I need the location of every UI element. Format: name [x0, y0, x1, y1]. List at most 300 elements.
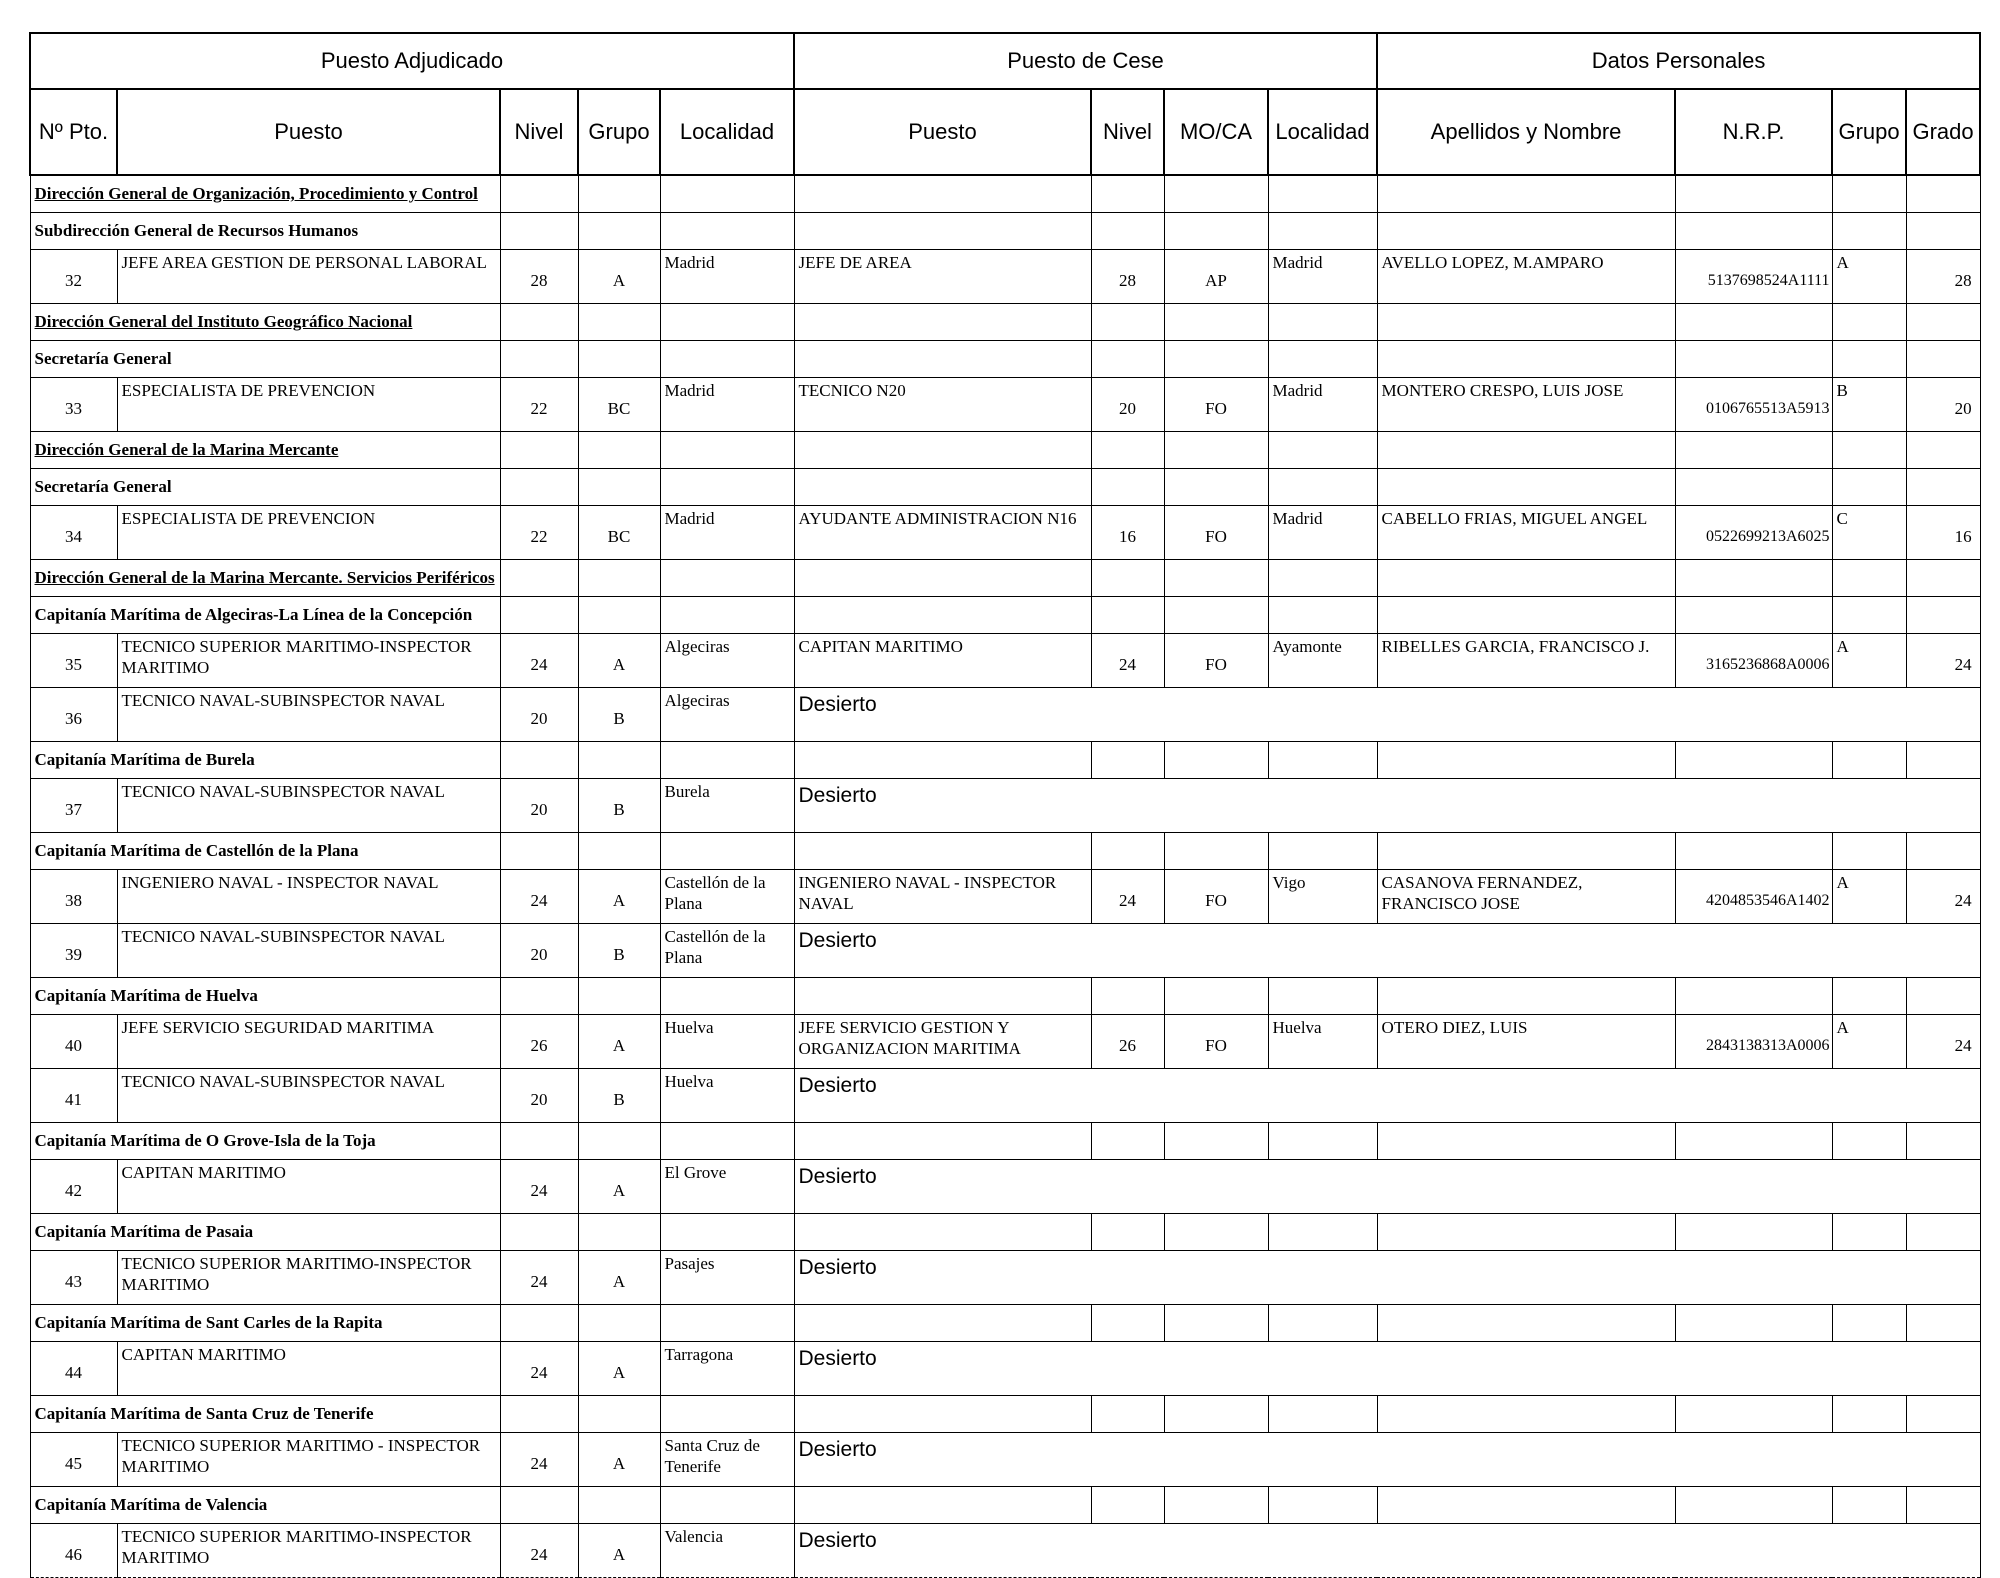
empty-cell — [1091, 1486, 1164, 1523]
empty-cell — [1675, 741, 1832, 778]
empty-cell — [578, 559, 660, 596]
empty-cell — [500, 1122, 578, 1159]
empty-cell — [1832, 977, 1906, 1014]
empty-cell — [794, 596, 1091, 633]
empty-cell — [1906, 1304, 1980, 1341]
desierto-label: Desierto — [794, 687, 1980, 741]
empty-cell — [1377, 741, 1675, 778]
empty-cell — [1164, 1486, 1268, 1523]
post-localidad: Burela — [660, 778, 794, 832]
col-header-cese-localidad: Localidad — [1268, 89, 1377, 175]
empty-cell — [1164, 1213, 1268, 1250]
cese-moca: FO — [1164, 505, 1268, 559]
empty-cell — [1906, 1395, 1980, 1432]
empty-cell — [660, 832, 794, 869]
post-number: 38 — [30, 869, 117, 923]
table-row — [30, 1159, 1980, 1213]
post-grupo: A — [578, 249, 660, 303]
empty-cell — [1906, 431, 1980, 468]
post-localidad: Huelva — [660, 1014, 794, 1068]
post-number: 33 — [30, 377, 117, 431]
section-row — [30, 832, 1980, 869]
person-nrp: 4204853546A1402 — [1675, 869, 1832, 923]
empty-cell — [1906, 303, 1980, 340]
table-row — [30, 869, 1980, 923]
empty-cell — [1832, 340, 1906, 377]
post-localidad: Madrid — [660, 249, 794, 303]
empty-cell — [794, 431, 1091, 468]
empty-cell — [1832, 212, 1906, 249]
empty-cell — [794, 977, 1091, 1014]
person-grupo: C — [1832, 505, 1906, 559]
desierto-label: Desierto — [794, 1341, 1980, 1395]
post-localidad: Madrid — [660, 377, 794, 431]
empty-cell — [1268, 559, 1377, 596]
cese-localidad: Madrid — [1268, 377, 1377, 431]
empty-cell — [1675, 1304, 1832, 1341]
section-label: Capitanía Marítima de Castellón de la Plana — [30, 832, 500, 869]
empty-cell — [660, 175, 794, 212]
empty-cell — [794, 1395, 1091, 1432]
empty-cell — [578, 468, 660, 505]
post-localidad: Valencia — [660, 1523, 794, 1577]
cese-puesto: AYUDANTE ADMINISTRACION N16 — [794, 505, 1091, 559]
empty-cell — [794, 832, 1091, 869]
empty-cell — [1268, 741, 1377, 778]
empty-cell — [1675, 977, 1832, 1014]
empty-cell — [660, 596, 794, 633]
post-grupo: A — [578, 1523, 660, 1577]
empty-cell — [1377, 596, 1675, 633]
post-title: TECNICO NAVAL-SUBINSPECTOR NAVAL — [117, 1068, 500, 1122]
empty-cell — [1164, 340, 1268, 377]
empty-cell — [1091, 559, 1164, 596]
section-label: Capitanía Marítima de Huelva — [30, 977, 500, 1014]
empty-cell — [500, 832, 578, 869]
empty-cell — [1091, 977, 1164, 1014]
col-header-nombre: Apellidos y Nombre — [1377, 89, 1675, 175]
section-row — [30, 340, 1980, 377]
post-number: 45 — [30, 1432, 117, 1486]
empty-cell — [578, 977, 660, 1014]
empty-cell — [1268, 1304, 1377, 1341]
cese-moca: FO — [1164, 1014, 1268, 1068]
empty-cell — [1675, 431, 1832, 468]
empty-cell — [1268, 977, 1377, 1014]
section-row — [30, 175, 1980, 212]
section-label: Capitanía Marítima de Burela — [30, 741, 500, 778]
table-row — [30, 633, 1980, 687]
empty-cell — [1164, 741, 1268, 778]
empty-cell — [1268, 1122, 1377, 1159]
post-grupo: A — [578, 869, 660, 923]
empty-cell — [794, 468, 1091, 505]
section-row — [30, 431, 1980, 468]
empty-cell — [794, 741, 1091, 778]
empty-cell — [1268, 1395, 1377, 1432]
empty-cell — [660, 741, 794, 778]
empty-cell — [794, 559, 1091, 596]
post-number: 40 — [30, 1014, 117, 1068]
empty-cell — [1164, 832, 1268, 869]
empty-cell — [1377, 212, 1675, 249]
post-number: 39 — [30, 923, 117, 977]
post-nivel: 24 — [500, 1159, 578, 1213]
section-row — [30, 1122, 1980, 1159]
empty-cell — [1164, 1304, 1268, 1341]
group-header-datos-personales: Datos Personales — [1377, 33, 1980, 89]
cese-puesto: JEFE DE AREA — [794, 249, 1091, 303]
section-label: Secretaría General — [30, 340, 500, 377]
empty-cell — [578, 596, 660, 633]
empty-cell — [1906, 559, 1980, 596]
post-grupo: A — [578, 1159, 660, 1213]
cese-nivel: 20 — [1091, 377, 1164, 431]
cese-nivel: 24 — [1091, 869, 1164, 923]
empty-cell — [500, 741, 578, 778]
person-nrp: 0106765513A5913 — [1675, 377, 1832, 431]
empty-cell — [500, 303, 578, 340]
cese-moca: FO — [1164, 869, 1268, 923]
empty-cell — [1675, 1213, 1832, 1250]
post-title: CAPITAN MARITIMO — [117, 1341, 500, 1395]
col-header-personal-grupo: Grupo — [1832, 89, 1906, 175]
empty-cell — [1091, 212, 1164, 249]
cese-puesto: JEFE SERVICIO GESTION Y ORGANIZACION MARITIMA — [794, 1014, 1091, 1068]
empty-cell — [1164, 212, 1268, 249]
empty-cell — [1377, 175, 1675, 212]
post-grupo: B — [578, 778, 660, 832]
empty-cell — [1091, 1395, 1164, 1432]
person-grado: 20 — [1906, 377, 1980, 431]
col-header-moca: MO/CA — [1164, 89, 1268, 175]
post-nivel: 26 — [500, 1014, 578, 1068]
empty-cell — [1164, 1122, 1268, 1159]
post-localidad: Madrid — [660, 505, 794, 559]
post-number: 46 — [30, 1523, 117, 1577]
empty-cell — [1832, 431, 1906, 468]
post-localidad: Castellón de la Plana — [660, 923, 794, 977]
empty-cell — [1268, 1486, 1377, 1523]
cese-puesto: CAPITAN MARITIMO — [794, 633, 1091, 687]
section-label: Capitanía Marítima de Algeciras-La Línea de la Concepción — [30, 596, 500, 633]
empty-cell — [500, 596, 578, 633]
table-row — [30, 687, 1980, 741]
empty-cell — [500, 468, 578, 505]
empty-cell — [1091, 1213, 1164, 1250]
empty-cell — [578, 741, 660, 778]
empty-cell — [1164, 1395, 1268, 1432]
post-nivel: 20 — [500, 1068, 578, 1122]
col-header-puesto: Puesto — [117, 89, 500, 175]
col-header-nivel: Nivel — [500, 89, 578, 175]
empty-cell — [794, 1486, 1091, 1523]
empty-cell — [500, 977, 578, 1014]
post-title: TECNICO NAVAL-SUBINSPECTOR NAVAL — [117, 687, 500, 741]
table-row — [30, 778, 1980, 832]
empty-cell — [1832, 832, 1906, 869]
post-number: 44 — [30, 1341, 117, 1395]
empty-cell — [1091, 1304, 1164, 1341]
person-nrp: 0522699213A6025 — [1675, 505, 1832, 559]
empty-cell — [1675, 303, 1832, 340]
col-header-grado: Grado — [1906, 89, 1980, 175]
cese-nivel: 16 — [1091, 505, 1164, 559]
table-row — [30, 249, 1980, 303]
section-row — [30, 303, 1980, 340]
empty-cell — [660, 340, 794, 377]
empty-cell — [1675, 1395, 1832, 1432]
post-title: TECNICO SUPERIOR MARITIMO-INSPECTOR MARITIMO — [117, 1250, 500, 1304]
col-header-cese-nivel: Nivel — [1091, 89, 1164, 175]
empty-cell — [500, 1213, 578, 1250]
empty-cell — [1675, 1486, 1832, 1523]
empty-cell — [660, 468, 794, 505]
empty-cell — [578, 1486, 660, 1523]
cese-localidad: Madrid — [1268, 249, 1377, 303]
empty-cell — [660, 977, 794, 1014]
post-number: 43 — [30, 1250, 117, 1304]
empty-cell — [500, 175, 578, 212]
post-grupo: BC — [578, 505, 660, 559]
post-nivel: 22 — [500, 377, 578, 431]
empty-cell — [578, 1122, 660, 1159]
post-title: TECNICO SUPERIOR MARITIMO-INSPECTOR MARITIMO — [117, 1523, 500, 1577]
person-name: OTERO DIEZ, LUIS — [1377, 1014, 1675, 1068]
post-nivel: 24 — [500, 1523, 578, 1577]
post-grupo: A — [578, 1341, 660, 1395]
post-number: 32 — [30, 249, 117, 303]
section-row — [30, 596, 1980, 633]
empty-cell — [1377, 1122, 1675, 1159]
empty-cell — [578, 212, 660, 249]
empty-cell — [1164, 175, 1268, 212]
empty-cell — [1906, 175, 1980, 212]
empty-cell — [1377, 1486, 1675, 1523]
empty-cell — [500, 1486, 578, 1523]
col-header-localidad: Localidad — [660, 89, 794, 175]
empty-cell — [500, 212, 578, 249]
section-label: Dirección General de la Marina Mercante — [30, 431, 500, 468]
person-nrp: 3165236868A0006 — [1675, 633, 1832, 687]
cese-nivel: 26 — [1091, 1014, 1164, 1068]
cese-localidad: Vigo — [1268, 869, 1377, 923]
post-title: CAPITAN MARITIMO — [117, 1159, 500, 1213]
person-name: MONTERO CRESPO, LUIS JOSE — [1377, 377, 1675, 431]
empty-cell — [660, 1486, 794, 1523]
post-title: TECNICO NAVAL-SUBINSPECTOR NAVAL — [117, 778, 500, 832]
empty-cell — [1675, 175, 1832, 212]
empty-cell — [660, 212, 794, 249]
empty-cell — [1377, 1304, 1675, 1341]
section-row — [30, 559, 1980, 596]
table-row — [30, 1250, 1980, 1304]
empty-cell — [1377, 340, 1675, 377]
post-nivel: 24 — [500, 1341, 578, 1395]
empty-cell — [1832, 175, 1906, 212]
group-header-row — [30, 33, 1980, 89]
person-name: RIBELLES GARCIA, FRANCISCO J. — [1377, 633, 1675, 687]
empty-cell — [1906, 468, 1980, 505]
cese-localidad: Huelva — [1268, 1014, 1377, 1068]
desierto-label: Desierto — [794, 778, 1980, 832]
desierto-label: Desierto — [794, 1523, 1980, 1577]
empty-cell — [1164, 977, 1268, 1014]
post-number: 35 — [30, 633, 117, 687]
section-row — [30, 1213, 1980, 1250]
post-nivel: 22 — [500, 505, 578, 559]
table-row — [30, 1432, 1980, 1486]
empty-cell — [1906, 1486, 1980, 1523]
empty-cell — [1675, 1122, 1832, 1159]
post-localidad: Algeciras — [660, 633, 794, 687]
empty-cell — [1832, 468, 1906, 505]
empty-cell — [1832, 1213, 1906, 1250]
empty-cell — [1091, 175, 1164, 212]
desierto-label: Desierto — [794, 1159, 1980, 1213]
section-row — [30, 1304, 1980, 1341]
post-nivel: 24 — [500, 633, 578, 687]
post-grupo: A — [578, 1014, 660, 1068]
empty-cell — [500, 431, 578, 468]
section-row — [30, 977, 1980, 1014]
empty-cell — [1268, 596, 1377, 633]
person-grupo: B — [1832, 377, 1906, 431]
cese-moca: FO — [1164, 377, 1268, 431]
empty-cell — [1832, 559, 1906, 596]
empty-cell — [660, 559, 794, 596]
empty-cell — [1377, 468, 1675, 505]
empty-cell — [1906, 212, 1980, 249]
post-title: TECNICO SUPERIOR MARITIMO - INSPECTOR MARITIMO — [117, 1432, 500, 1486]
person-grado: 24 — [1906, 633, 1980, 687]
empty-cell — [1906, 596, 1980, 633]
empty-cell — [1164, 468, 1268, 505]
post-grupo: A — [578, 1432, 660, 1486]
empty-cell — [1164, 596, 1268, 633]
desierto-label: Desierto — [794, 1432, 1980, 1486]
empty-cell — [660, 1213, 794, 1250]
post-number: 34 — [30, 505, 117, 559]
empty-cell — [1832, 1395, 1906, 1432]
empty-cell — [1377, 303, 1675, 340]
post-grupo: B — [578, 923, 660, 977]
empty-cell — [1091, 340, 1164, 377]
empty-cell — [794, 340, 1091, 377]
cese-nivel: 24 — [1091, 633, 1164, 687]
empty-cell — [1377, 832, 1675, 869]
table-row — [30, 1341, 1980, 1395]
empty-cell — [578, 303, 660, 340]
post-title: JEFE AREA GESTION DE PERSONAL LABORAL — [117, 249, 500, 303]
section-label: Capitanía Marítima de Valencia — [30, 1486, 500, 1523]
empty-cell — [1268, 303, 1377, 340]
empty-cell — [1377, 1213, 1675, 1250]
section-label: Subdirección General de Recursos Humanos — [30, 212, 500, 249]
post-grupo: B — [578, 1068, 660, 1122]
empty-cell — [1832, 303, 1906, 340]
empty-cell — [794, 303, 1091, 340]
empty-cell — [1268, 468, 1377, 505]
empty-cell — [1268, 431, 1377, 468]
empty-cell — [1675, 832, 1832, 869]
section-row — [30, 1395, 1980, 1432]
post-title: INGENIERO NAVAL - INSPECTOR NAVAL — [117, 869, 500, 923]
empty-cell — [1675, 468, 1832, 505]
table-row — [30, 377, 1980, 431]
empty-cell — [794, 175, 1091, 212]
empty-cell — [578, 1304, 660, 1341]
person-nrp: 5137698524A1111 — [1675, 249, 1832, 303]
section-label: Dirección General de Organización, Procedimiento y Control — [30, 175, 500, 212]
col-header-num: Nº Pto. — [30, 89, 117, 175]
person-name: AVELLO LOPEZ, M.AMPARO — [1377, 249, 1675, 303]
empty-cell — [794, 1122, 1091, 1159]
empty-cell — [1091, 596, 1164, 633]
empty-cell — [1377, 559, 1675, 596]
post-grupo: B — [578, 687, 660, 741]
post-number: 36 — [30, 687, 117, 741]
section-label: Secretaría General — [30, 468, 500, 505]
cese-puesto: TECNICO N20 — [794, 377, 1091, 431]
section-row — [30, 1486, 1980, 1523]
desierto-label: Desierto — [794, 1250, 1980, 1304]
person-name: CABELLO FRIAS, MIGUEL ANGEL — [1377, 505, 1675, 559]
empty-cell — [1675, 340, 1832, 377]
post-grupo: BC — [578, 377, 660, 431]
empty-cell — [578, 1395, 660, 1432]
section-label: Dirección General de la Marina Mercante. Servicios Periféricos — [30, 559, 500, 596]
person-grado: 16 — [1906, 505, 1980, 559]
col-header-cese-puesto: Puesto — [794, 89, 1091, 175]
empty-cell — [1268, 832, 1377, 869]
empty-cell — [1377, 431, 1675, 468]
empty-cell — [1832, 596, 1906, 633]
post-localidad: Huelva — [660, 1068, 794, 1122]
empty-cell — [794, 212, 1091, 249]
post-localidad: El Grove — [660, 1159, 794, 1213]
col-header-grupo: Grupo — [578, 89, 660, 175]
post-nivel: 28 — [500, 249, 578, 303]
empty-cell — [500, 340, 578, 377]
empty-cell — [1091, 303, 1164, 340]
table-row — [30, 1014, 1980, 1068]
empty-cell — [578, 1213, 660, 1250]
empty-cell — [578, 431, 660, 468]
empty-cell — [660, 1304, 794, 1341]
column-header-row — [30, 89, 1980, 175]
table-row — [30, 505, 1980, 559]
post-nivel: 20 — [500, 687, 578, 741]
post-nivel: 24 — [500, 1432, 578, 1486]
empty-cell — [660, 1395, 794, 1432]
empty-cell — [794, 1213, 1091, 1250]
empty-cell — [500, 559, 578, 596]
person-name: CASANOVA FERNANDEZ, FRANCISCO JOSE — [1377, 869, 1675, 923]
empty-cell — [578, 832, 660, 869]
empty-cell — [794, 1304, 1091, 1341]
person-grupo: A — [1832, 633, 1906, 687]
cese-localidad: Madrid — [1268, 505, 1377, 559]
post-nivel: 20 — [500, 923, 578, 977]
empty-cell — [1906, 832, 1980, 869]
empty-cell — [578, 340, 660, 377]
empty-cell — [1164, 431, 1268, 468]
post-nivel: 20 — [500, 778, 578, 832]
cese-moca: FO — [1164, 633, 1268, 687]
empty-cell — [1675, 212, 1832, 249]
empty-cell — [1268, 212, 1377, 249]
